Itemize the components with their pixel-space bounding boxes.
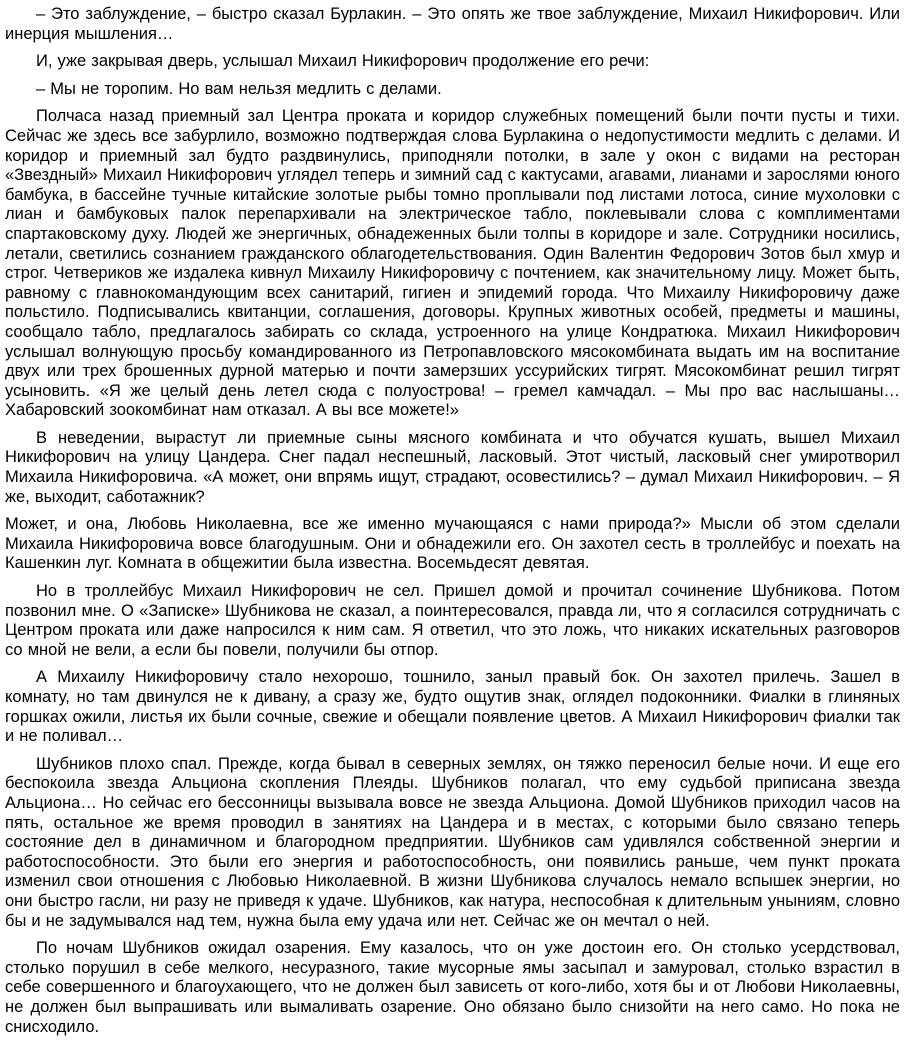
paragraph: – Мы не торопим. Но вам нельзя медлить с делами.: [36, 79, 442, 98]
paragraph: А Михаилу Никифоровичу стало нехорошо, тошнило, заныл правый бок. Он захотел прилечь. Зашел в комнату, но там двинулся не к дивану, а сразу же, будто ощутив знак, оглядел подоконники. Фиалки в глиняных горшках ожили, листья их были сочные, свежие и обещали появление цветов. А Михаил Никифорович фиалки так и не поливал…: [5, 668, 900, 746]
paragraph: В неведении, вырастут ли приемные сыны мясного комбината и что обучатся кушать, вышел Михаил Никифорович на улицу Цандера. Снег падал неспешный, ласковый. Этот чистый, ласковый снег умиротворил Михаила Никифоровича. «А может, они впрямь ищут, страдают, осовестились? – думал Михаил Никифорович. – Я же, выходит, саботажник?: [5, 428, 900, 506]
paragraph: Но в троллейбус Михаил Никифорович не сел. Пришел домой и прочитал сочинение Шубникова. Потом позвонил мне. О «Записке» Шубникова не сказал, а поинтересовался, правда ли, что я согласился сотрудничать с Центром проката или даже напросился к ним сам. Я ответил, что это ложь, что никаких искательных разговоров со мной не вели, а если бы повели, получили бы отпор.: [5, 582, 900, 659]
paragraph: По ночам Шубников ожидал озарения. Ему казалось, что он уже достоин его. Он столько усердствовал, столько порушил в себе мелкого, несуразного, такие мусорные ямы засыпал и замуровал, столько взрастил в себе совершенного и благоухающего, что не должен был зависеть от кого-либо, хотя бы и от Любови Николаевны, не должен был выпрашивать или вымаливать озарение. Оно обязано было снизойти на него само. Но пока не снисходило.: [5, 939, 900, 1036]
paragraph: Полчаса назад приемный зал Центра проката и коридор служебных помещений были почти пусты и тихи. Сейчас же здесь все забурлило, возможно подтверждая слова Бурлакина о недопустимости медлить с делами. И коридор и приемный зал будто раздвинулись, приподняли потолки, в зале у окон с видами на ресторан «Звездный» Михаил Никифорович углядел теперь и зимний сад с кактусами, агавами, лианами и зарослями юного бамбука, в бассейне тучные китайские золотые рыбы томно проплывали под листами лотоса, синие мухоловки с лиан и бамбуковых палок перепархивали на электрическое табло, поклевывали слова с комплиментами спартаковскому духу. Людей же энергичных, обнадеженных были толпы в коридоре и зале. Сотрудники носились, летали, светились сознанием гражданского облагодетельствования. Один Валентин Федорович Зотов был хмур и строг. Четвериков же издалека кивнул Михаилу Никифоровичу с почтением, как значительному лицу. Может быть, равному с главнокомандующим всех санитарий, гигиен и эпидемий города. Что Михаилу Никифоровичу даже польстило. Подписывались квитанции, соглашения, договоры. Крупных животных особей, предметы и машины, сообщало табло, предлагалось забирать со склада, устроенного на улице Кондратюка. Михаил Никифорович услышал волнующую просьбу командированного из Петропавловского мясокомбината выдать им на воспитание двух или трех брошенных дурной матерью и почти замерзших уссурийских тигрят. Мясокомбинат решил тигрят усыновить. «Я же целый день летел сюда с полуострова! – гремел камчадал. – Мы про вас наслышаны… Хабаровский зоокомбинат нам отказал. А вы все можете!»: [5, 107, 900, 420]
paragraph: Может, и она, Любовь Николаевна, все же именно мучающаяся с нами природа?» Мысли об этом сделали Михаила Никифоровича вовсе благодушным. Они и обнадежили его. Он захотел сесть в троллейбус и поехать на Кашенкин луг. Комната в общежитии была известна. Восемьдесят девятая.: [5, 515, 900, 573]
paragraph: И, уже закрывая дверь, услышал Михаил Никифорович продолжение его речи:: [36, 52, 650, 71]
paragraph: Шубников плохо спал. Прежде, когда бывал в северных землях, он тяжко переносил белые ночи. И еще его беспокоила звезда Альциона скопления Плеяды. Шубников полагал, что ему судьбой приписана звезда Альциона… Но сейчас его бессонницы вызывала вовсе не звезда Альциона. Домой Шубников приходил часов на пять, остальное же время проводил в занятиях на Цандера и в местах, с которыми было связано теперь состояние дел в динамичном и благородном предприятии. Шубников сам удивлялся собственной энергии и работоспособности. Это были его энергия и работоспособность, они появились раньше, чем пункт проката изменил свои отношения с Любовью Николаевной. В жизни Шубникова случалось немало вспышек энергии, но они быстро гасли, ни разу не приведя к удаче. Шубников, как натура, неспособная к длительным уныниям, словно бы и не задумывался над тем, нужна была ему удача или нет. Сейчас же он мечтал о ней.: [5, 754, 900, 930]
text-content: [5, 5, 900, 1037]
paragraph: – Это заблуждение, – быстро сказал Бурлакин. – Это опять же твое заблуждение, Михаил Никифорович. Или инерция мышления…: [5, 5, 900, 43]
